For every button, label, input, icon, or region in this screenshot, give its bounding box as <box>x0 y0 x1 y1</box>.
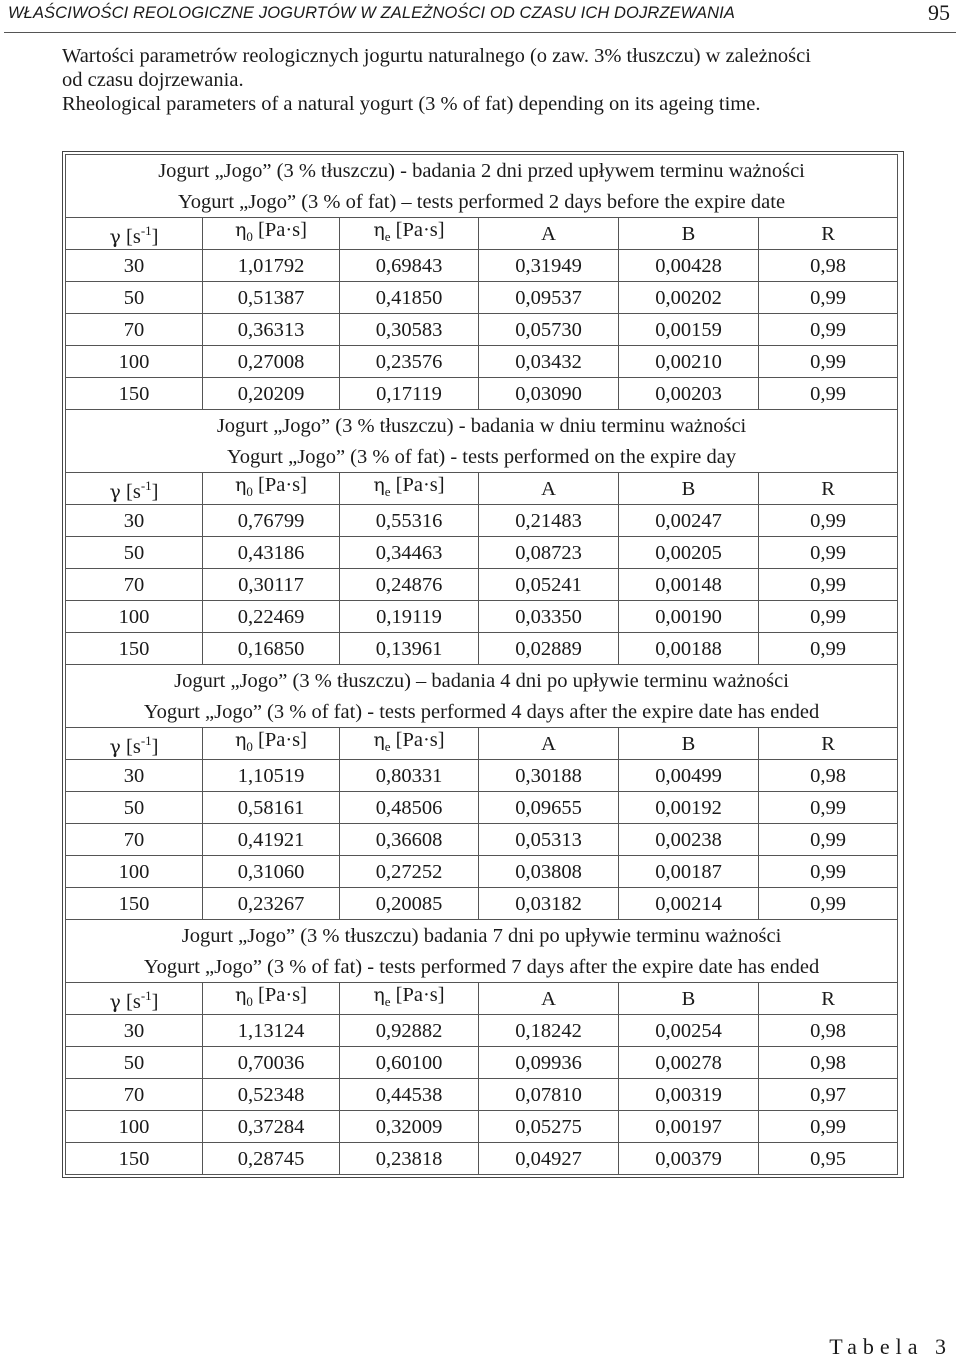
cell-shear-rate: 70 <box>66 824 203 856</box>
gamma-exponent: -1 <box>140 477 152 493</box>
cell-eta-0: 0,43186 <box>203 537 340 569</box>
cell-shear-rate: 50 <box>66 537 203 569</box>
cell-eta-0: 1,01792 <box>203 250 340 282</box>
cell-eta-e: 0,92882 <box>340 1015 479 1047</box>
cell-a: 0,31949 <box>479 250 619 282</box>
gamma-unit-post: ] <box>151 735 159 758</box>
data-row <box>66 1047 898 1079</box>
eta-e-subscript: e <box>384 994 391 1010</box>
header-a: A <box>479 983 619 1015</box>
eta-e-unit: [Pa·s] <box>395 473 445 496</box>
cell-a: 0,02889 <box>479 633 619 665</box>
cell-eta-0: 0,31060 <box>203 856 340 888</box>
section-title-en: Yogurt „Jogo” (3 % of fat) - tests performed 4 days after the expire date has ended <box>66 696 898 728</box>
section-title-pl: Jogurt „Jogo” (3 % tłuszczu) badania 7 dni po upływie terminu ważności <box>66 920 898 952</box>
cell-a: 0,07810 <box>479 1079 619 1111</box>
gamma-symbol: γ <box>109 735 121 758</box>
cell-eta-e: 0,13961 <box>340 633 479 665</box>
cell-eta-e: 0,24876 <box>340 569 479 601</box>
cell-shear-rate: 100 <box>66 1111 203 1143</box>
cell-eta-0: 0,70036 <box>203 1047 340 1079</box>
eta-symbol: η <box>373 218 385 241</box>
cell-r: 0,98 <box>759 760 898 792</box>
cell-a: 0,04927 <box>479 1143 619 1175</box>
gamma-unit-pre: [s <box>126 480 141 503</box>
column-header-row <box>66 218 898 250</box>
cell-eta-e: 0,17119 <box>340 378 479 410</box>
gamma-unit-pre: [s <box>126 735 141 758</box>
data-row <box>66 601 898 633</box>
cell-eta-e: 0,48506 <box>340 792 479 824</box>
header-r: R <box>759 218 898 250</box>
data-row <box>66 824 898 856</box>
eta-symbol: η <box>235 728 247 751</box>
section-title-pl: Jogurt „Jogo” (3 % tłuszczu) – badania 4 dni po upływie terminu ważności <box>66 665 898 697</box>
cell-r: 0,97 <box>759 1079 898 1111</box>
cell-b: 0,00187 <box>619 856 759 888</box>
cell-a: 0,21483 <box>479 505 619 537</box>
cell-b: 0,00428 <box>619 250 759 282</box>
cell-eta-0: 0,36313 <box>203 314 340 346</box>
header-b: B <box>619 983 759 1015</box>
cell-r: 0,98 <box>759 250 898 282</box>
gamma-exponent: -1 <box>140 222 152 238</box>
eta-symbol: η <box>235 473 247 496</box>
data-row <box>66 1111 898 1143</box>
cell-a: 0,08723 <box>479 537 619 569</box>
cell-a: 0,05275 <box>479 1111 619 1143</box>
cell-shear-rate: 70 <box>66 314 203 346</box>
cell-b: 0,00203 <box>619 378 759 410</box>
header-shear-rate <box>66 473 203 505</box>
gamma-exponent: -1 <box>140 732 152 748</box>
cell-r: 0,95 <box>759 1143 898 1175</box>
cell-b: 0,00197 <box>619 1111 759 1143</box>
cell-eta-0: 0,41921 <box>203 824 340 856</box>
eta-symbol: η <box>373 473 385 496</box>
running-header <box>4 0 956 33</box>
cell-a: 0,03090 <box>479 378 619 410</box>
data-row <box>66 760 898 792</box>
header-eta-0 <box>203 983 340 1015</box>
cell-r: 0,99 <box>759 505 898 537</box>
cell-b: 0,00205 <box>619 537 759 569</box>
column-header-row <box>66 983 898 1015</box>
cell-r: 0,99 <box>759 537 898 569</box>
cell-shear-rate: 150 <box>66 1143 203 1175</box>
cell-eta-e: 0,60100 <box>340 1047 479 1079</box>
header-shear-rate <box>66 983 203 1015</box>
cell-eta-e: 0,30583 <box>340 314 479 346</box>
cell-r: 0,99 <box>759 314 898 346</box>
cell-b: 0,00192 <box>619 792 759 824</box>
section-title-pl: Jogurt „Jogo” (3 % tłuszczu) - badania 2 dni przed upływem terminu ważności <box>66 155 898 187</box>
cell-r: 0,99 <box>759 633 898 665</box>
cell-r: 0,99 <box>759 569 898 601</box>
cell-r: 0,99 <box>759 824 898 856</box>
cell-eta-e: 0,69843 <box>340 250 479 282</box>
cell-eta-e: 0,19119 <box>340 601 479 633</box>
cell-eta-e: 0,44538 <box>340 1079 479 1111</box>
eta-symbol: η <box>373 728 385 751</box>
column-header-row <box>66 473 898 505</box>
table-caption <box>62 44 922 116</box>
gamma-unit-pre: [s <box>126 225 141 248</box>
header-eta-0 <box>203 218 340 250</box>
cell-eta-0: 0,37284 <box>203 1111 340 1143</box>
section-title-row-en <box>66 951 898 983</box>
cell-shear-rate: 50 <box>66 1047 203 1079</box>
section-title-row-pl <box>66 665 898 697</box>
cell-r: 0,99 <box>759 378 898 410</box>
cell-b: 0,00202 <box>619 282 759 314</box>
header-shear-rate <box>66 728 203 760</box>
section-title-en: Yogurt „Jogo” (3 % of fat) - tests performed on the expire day <box>66 441 898 473</box>
data-row <box>66 378 898 410</box>
data-row <box>66 1079 898 1111</box>
cell-b: 0,00210 <box>619 346 759 378</box>
cell-r: 0,99 <box>759 1111 898 1143</box>
section-title-en: Yogurt „Jogo” (3 % of fat) – tests performed 2 days before the expire date <box>66 186 898 218</box>
cell-r: 0,99 <box>759 282 898 314</box>
cell-shear-rate: 70 <box>66 1079 203 1111</box>
cell-eta-e: 0,23818 <box>340 1143 479 1175</box>
cell-eta-0: 0,16850 <box>203 633 340 665</box>
cell-a: 0,05730 <box>479 314 619 346</box>
cell-b: 0,00190 <box>619 601 759 633</box>
gamma-unit-post: ] <box>151 225 159 248</box>
cell-eta-0: 0,27008 <box>203 346 340 378</box>
cell-eta-0: 0,23267 <box>203 888 340 920</box>
caption-polish-line-2: od czasu dojrzewania. <box>62 69 244 91</box>
cell-a: 0,03350 <box>479 601 619 633</box>
header-r: R <box>759 728 898 760</box>
cell-a: 0,03808 <box>479 856 619 888</box>
data-row <box>66 1015 898 1047</box>
section-title-row-pl <box>66 155 898 187</box>
header-r: R <box>759 473 898 505</box>
header-b: B <box>619 473 759 505</box>
cell-a: 0,09936 <box>479 1047 619 1079</box>
eta-0-subscript: 0 <box>246 229 253 245</box>
eta-0-unit: [Pa·s] <box>258 728 307 751</box>
eta-symbol: η <box>373 983 385 1006</box>
cell-b: 0,00319 <box>619 1079 759 1111</box>
cell-shear-rate: 30 <box>66 250 203 282</box>
gamma-symbol: γ <box>109 225 121 248</box>
cell-shear-rate: 30 <box>66 760 203 792</box>
eta-e-unit: [Pa·s] <box>395 983 445 1006</box>
cell-shear-rate: 150 <box>66 888 203 920</box>
cell-a: 0,03432 <box>479 346 619 378</box>
table-label: Tabela 3 <box>829 1334 952 1359</box>
cell-shear-rate: 150 <box>66 378 203 410</box>
cell-eta-0: 0,28745 <box>203 1143 340 1175</box>
cell-shear-rate: 70 <box>66 569 203 601</box>
header-r: R <box>759 983 898 1015</box>
cell-eta-e: 0,80331 <box>340 760 479 792</box>
header-shear-rate <box>66 218 203 250</box>
header-eta-e <box>340 983 479 1015</box>
cell-eta-e: 0,32009 <box>340 1111 479 1143</box>
cell-eta-0: 0,20209 <box>203 378 340 410</box>
section-title-row-en <box>66 696 898 728</box>
data-row <box>66 633 898 665</box>
cell-eta-0: 0,76799 <box>203 505 340 537</box>
cell-eta-0: 1,13124 <box>203 1015 340 1047</box>
eta-0-unit: [Pa·s] <box>258 218 307 241</box>
header-eta-0 <box>203 728 340 760</box>
eta-0-subscript: 0 <box>246 739 253 755</box>
data-row <box>66 1143 898 1175</box>
gamma-symbol: γ <box>109 990 121 1013</box>
running-title: WŁAŚCIWOŚCI REOLOGICZNE JOGURTÓW W ZALEŻNOŚCI OD CZASU ICH DOJRZEWANIA <box>8 4 735 22</box>
cell-b: 0,00238 <box>619 824 759 856</box>
section-title-row-en <box>66 186 898 218</box>
cell-a: 0,09537 <box>479 282 619 314</box>
cell-shear-rate: 50 <box>66 792 203 824</box>
cell-eta-0: 0,30117 <box>203 569 340 601</box>
cell-a: 0,03182 <box>479 888 619 920</box>
cell-b: 0,00148 <box>619 569 759 601</box>
cell-r: 0,99 <box>759 601 898 633</box>
cell-a: 0,09655 <box>479 792 619 824</box>
cell-eta-0: 1,10519 <box>203 760 340 792</box>
gamma-symbol: γ <box>109 480 121 503</box>
cell-r: 0,98 <box>759 1015 898 1047</box>
data-row <box>66 792 898 824</box>
cell-b: 0,00278 <box>619 1047 759 1079</box>
cell-b: 0,00247 <box>619 505 759 537</box>
cell-shear-rate: 150 <box>66 633 203 665</box>
cell-b: 0,00499 <box>619 760 759 792</box>
data-row <box>66 537 898 569</box>
data-row <box>66 856 898 888</box>
cell-a: 0,05313 <box>479 824 619 856</box>
data-row <box>66 250 898 282</box>
eta-0-unit: [Pa·s] <box>258 473 307 496</box>
data-row <box>66 888 898 920</box>
section-title-pl: Jogurt „Jogo” (3 % tłuszczu) - badania w dniu terminu ważności <box>66 410 898 442</box>
column-header-row <box>66 728 898 760</box>
gamma-unit-post: ] <box>151 990 159 1013</box>
caption-polish-line-1: Wartości parametrów reologicznych jogurtu naturalnego (o zaw. 3% tłuszczu) w zależności <box>62 45 811 67</box>
cell-eta-0: 0,51387 <box>203 282 340 314</box>
cell-eta-e: 0,23576 <box>340 346 479 378</box>
cell-eta-0: 0,22469 <box>203 601 340 633</box>
section-title-en: Yogurt „Jogo” (3 % of fat) - tests performed 7 days after the expire date has ended <box>66 951 898 983</box>
cell-shear-rate: 100 <box>66 856 203 888</box>
gamma-exponent: -1 <box>140 987 152 1003</box>
section-title-row-pl <box>66 410 898 442</box>
cell-b: 0,00214 <box>619 888 759 920</box>
header-b: B <box>619 728 759 760</box>
eta-symbol: η <box>235 218 247 241</box>
header-eta-e <box>340 728 479 760</box>
cell-shear-rate: 50 <box>66 282 203 314</box>
data-row <box>66 346 898 378</box>
eta-0-subscript: 0 <box>246 484 253 500</box>
eta-e-subscript: e <box>384 739 391 755</box>
section-title-row-pl <box>66 920 898 952</box>
data-row <box>66 569 898 601</box>
rheology-table <box>65 154 898 1175</box>
cell-a: 0,18242 <box>479 1015 619 1047</box>
page-number: 95 <box>928 0 950 25</box>
header-eta-e <box>340 473 479 505</box>
cell-eta-e: 0,41850 <box>340 282 479 314</box>
cell-eta-0: 0,58161 <box>203 792 340 824</box>
cell-b: 0,00254 <box>619 1015 759 1047</box>
cell-shear-rate: 100 <box>66 601 203 633</box>
cell-a: 0,30188 <box>479 760 619 792</box>
cell-b: 0,00379 <box>619 1143 759 1175</box>
section-title-row-en <box>66 441 898 473</box>
cell-shear-rate: 30 <box>66 1015 203 1047</box>
cell-b: 0,00188 <box>619 633 759 665</box>
eta-e-subscript: e <box>384 229 391 245</box>
rheology-table-frame <box>62 151 904 1178</box>
cell-r: 0,98 <box>759 1047 898 1079</box>
caption-english: Rheological parameters of a natural yogurt (3 % of fat) depending on its ageing time. <box>62 93 761 115</box>
header-a: A <box>479 728 619 760</box>
cell-eta-e: 0,27252 <box>340 856 479 888</box>
cell-shear-rate: 100 <box>66 346 203 378</box>
cell-a: 0,05241 <box>479 569 619 601</box>
eta-0-subscript: 0 <box>246 994 253 1010</box>
eta-e-subscript: e <box>384 484 391 500</box>
cell-r: 0,99 <box>759 856 898 888</box>
gamma-unit-pre: [s <box>126 990 141 1013</box>
cell-b: 0,00159 <box>619 314 759 346</box>
cell-r: 0,99 <box>759 792 898 824</box>
eta-0-unit: [Pa·s] <box>258 983 307 1006</box>
cell-eta-0: 0,52348 <box>203 1079 340 1111</box>
eta-e-unit: [Pa·s] <box>395 218 445 241</box>
cell-shear-rate: 30 <box>66 505 203 537</box>
cell-eta-e: 0,34463 <box>340 537 479 569</box>
header-b: B <box>619 218 759 250</box>
cell-eta-e: 0,36608 <box>340 824 479 856</box>
data-row <box>66 282 898 314</box>
data-row <box>66 314 898 346</box>
gamma-unit-post: ] <box>151 480 159 503</box>
eta-symbol: η <box>235 983 247 1006</box>
header-a: A <box>479 218 619 250</box>
header-eta-e <box>340 218 479 250</box>
header-a: A <box>479 473 619 505</box>
table-body <box>66 155 898 1175</box>
cell-eta-e: 0,55316 <box>340 505 479 537</box>
cell-r: 0,99 <box>759 888 898 920</box>
cell-eta-e: 0,20085 <box>340 888 479 920</box>
cell-r: 0,99 <box>759 346 898 378</box>
header-eta-0 <box>203 473 340 505</box>
data-row <box>66 505 898 537</box>
eta-e-unit: [Pa·s] <box>395 728 445 751</box>
